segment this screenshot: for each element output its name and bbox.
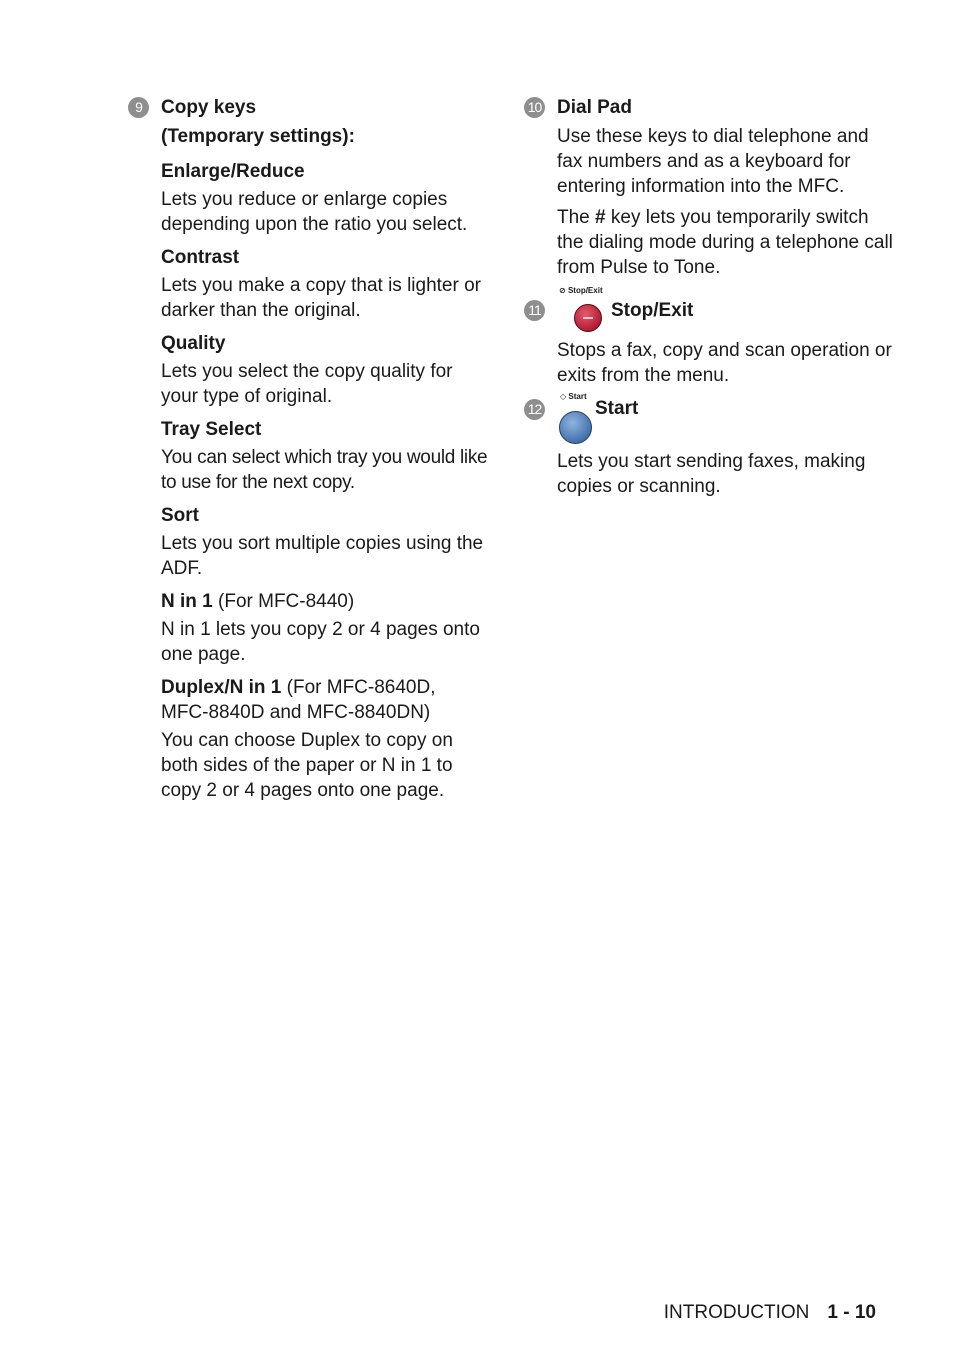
copy-keys-subtitle: (Temporary settings): xyxy=(161,126,355,147)
section-text: You can select which tray you would like to use for the next copy. xyxy=(161,447,488,493)
dial-pad-title: Dial Pad xyxy=(557,97,632,118)
section-heading: Quality xyxy=(161,333,226,354)
section-sort xyxy=(161,503,488,581)
start-text: Lets you start sending faxes, making copies or scanning. xyxy=(557,451,866,497)
copy-keys-item xyxy=(128,93,488,803)
hash-key-symbol: # xyxy=(595,207,606,228)
section-text: Lets you make a copy that is lighter or darker than the original. xyxy=(161,275,481,321)
stop-exit-key-icon xyxy=(574,304,602,332)
section-quality xyxy=(161,331,488,409)
dial-pad-text: Use these keys to dial telephone and fax numbers and as a keyboard for entering information into the MFC. xyxy=(557,126,869,197)
section-text: N in 1 lets you copy 2 or 4 pages onto one page. xyxy=(161,619,480,665)
stop-exit-text: Stops a fax, copy and scan operation or exits from the menu. xyxy=(557,340,892,386)
hash-text-pre: The xyxy=(557,207,596,228)
start-key-label-text: Start xyxy=(568,392,587,401)
section-heading: Contrast xyxy=(161,247,240,268)
section-text: You can choose Duplex to copy on both sides of the paper or N in 1 to copy 2 or 4 pages onto one page. xyxy=(161,730,453,801)
section-heading-suffix: (For MFC-8640D, MFC-8840D and MFC-8840DN) xyxy=(161,677,436,723)
left-column xyxy=(128,93,488,807)
section-contrast xyxy=(161,245,488,323)
item-number-badge: 10 xyxy=(524,97,545,118)
dial-pad-item xyxy=(524,93,894,280)
page-number: 1 - 10 xyxy=(827,1302,876,1323)
start-title: Start xyxy=(595,398,639,419)
section-heading-line xyxy=(161,675,488,725)
stop-exit-key-label xyxy=(559,286,603,296)
section-heading: N in 1 xyxy=(161,591,213,612)
start-key-row xyxy=(557,392,894,444)
section-enlarge-reduce xyxy=(161,159,488,237)
start-item xyxy=(524,392,894,499)
section-text: Lets you sort multiple copies using the ADF. xyxy=(161,533,484,579)
item-number-badge: 12 xyxy=(524,399,545,420)
start-key-label xyxy=(560,392,587,402)
item-number-badge: 11 xyxy=(524,300,545,321)
section-heading: Sort xyxy=(161,505,199,526)
section-heading: Tray Select xyxy=(161,419,262,440)
section-heading-suffix: (For MFC-8440) xyxy=(212,591,355,612)
section-text: Lets you reduce or enlarge copies depending upon the ratio you select. xyxy=(161,189,468,235)
footer-section-name: INTRODUCTION xyxy=(663,1302,810,1323)
copy-keys-title: Copy keys xyxy=(161,97,257,118)
section-heading: Enlarge/Reduce xyxy=(161,161,305,182)
section-duplex-n-in-1 xyxy=(161,675,488,803)
section-tray-select xyxy=(161,417,488,495)
stop-exit-title: Stop/Exit xyxy=(611,300,694,321)
item-number-badge: 9 xyxy=(128,97,149,118)
section-n-in-1 xyxy=(161,589,488,667)
stop-exit-item xyxy=(524,286,894,388)
stop-sign-icon: ⊘ xyxy=(559,286,566,295)
start-key-icon xyxy=(559,411,592,444)
stop-exit-key-label-text: Stop/Exit xyxy=(567,286,603,295)
hash-text-post: key lets you temporarily switch the dialing mode during a telephone call from Pulse to Tone. xyxy=(557,207,893,278)
section-heading-line xyxy=(161,589,488,614)
page-footer xyxy=(664,1300,876,1325)
stop-exit-key-row xyxy=(557,286,894,330)
right-column xyxy=(524,93,894,503)
diamond-icon: ◇ xyxy=(560,392,567,401)
section-text: Lets you select the copy quality for your type of original. xyxy=(161,361,453,407)
section-heading: Duplex/N in 1 xyxy=(161,677,282,698)
dial-pad-hash-text xyxy=(557,205,894,280)
